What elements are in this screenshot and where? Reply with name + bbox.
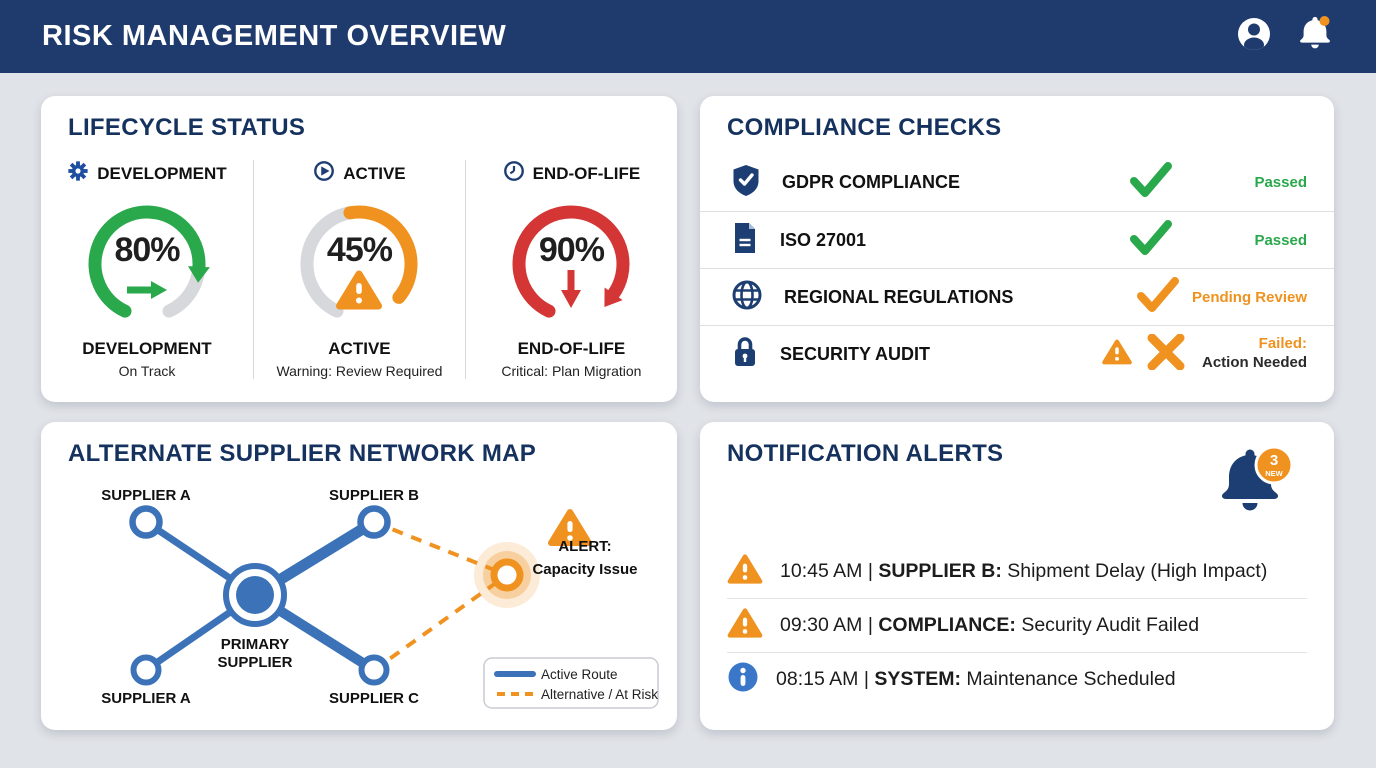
notification-text: 09:30 AM | COMPLIANCE: Security Audit Failed — [780, 614, 1200, 636]
stage-label: ACTIVE — [328, 339, 391, 358]
node-supplier-a-top[interactable] — [133, 509, 160, 536]
status-badge: Passed — [1254, 231, 1307, 249]
supplier-network-map — [41, 422, 677, 730]
notification-row[interactable] — [727, 598, 1307, 652]
user-account-icon[interactable] — [1236, 16, 1272, 57]
compliance-row-regional[interactable] — [700, 268, 1334, 325]
gauge-percent: 80% — [114, 231, 180, 269]
warning-triangle-icon — [1101, 338, 1133, 371]
compliance-row-iso[interactable] — [700, 211, 1334, 268]
lifecycle-status-panel — [41, 96, 677, 402]
stage-name: ACTIVE — [343, 163, 406, 183]
label-supplier-c: SUPPLIER C — [328, 690, 420, 707]
page-title: RISK MANAGEMENT OVERVIEW — [42, 20, 507, 52]
gauge-percent: 45% — [326, 231, 392, 269]
document-icon — [730, 221, 760, 260]
play-circle-icon — [313, 160, 335, 187]
supplier-network-panel — [41, 422, 677, 730]
stage-label: DEVELOPMENT — [82, 339, 212, 358]
app-header — [0, 0, 1376, 73]
compliance-label: SECURITY AUDIT — [780, 343, 931, 364]
lifecycle-title: LIFECYCLE STATUS — [68, 114, 306, 141]
compliance-row-gdpr[interactable] — [700, 154, 1334, 211]
alert-text-line2: Capacity Issue — [532, 561, 638, 578]
warning-triangle-icon — [727, 553, 763, 590]
clock-icon — [503, 160, 525, 187]
status-badge: Passed — [1254, 174, 1307, 191]
check-orange-icon — [1136, 277, 1180, 318]
compliance-row-security[interactable] — [700, 325, 1334, 382]
legend-label-active: Active Route — [541, 667, 618, 682]
legend-label-alternative: Alternative / At Risk — [541, 687, 659, 702]
arrow-right-icon — [127, 281, 167, 299]
svg-text:NEW: NEW — [1265, 469, 1283, 478]
new-count-badge — [1256, 447, 1292, 483]
warning-triangle-icon — [727, 607, 763, 644]
node-supplier-a-bottom[interactable] — [134, 658, 159, 683]
notification-text: 08:15 AM | SYSTEM: Maintenance Scheduled — [776, 668, 1176, 690]
notification-alerts-panel — [700, 422, 1334, 730]
label-supplier-a-top: SUPPLIER A — [101, 487, 191, 504]
network-legend — [484, 658, 658, 708]
stage-note: Critical: Plan Migration — [501, 363, 642, 379]
node-primary-supplier[interactable] — [226, 566, 284, 624]
notifications-bell-icon[interactable] — [1296, 15, 1334, 58]
shield-check-icon — [730, 163, 762, 202]
label-supplier-b: SUPPLIER B — [328, 487, 420, 504]
notification-row[interactable] — [727, 544, 1307, 598]
x-orange-icon — [1147, 334, 1185, 375]
label-supplier-a-bottom: SUPPLIER A — [101, 690, 191, 707]
gauge-active — [284, 191, 434, 337]
node-supplier-b[interactable] — [361, 509, 388, 536]
gauge-percent: 90% — [538, 231, 604, 269]
stage-note: On Track — [118, 363, 176, 379]
node-supplier-c[interactable] — [362, 658, 387, 683]
gauge-development — [72, 191, 222, 337]
notifications-bell-badge-icon[interactable] — [1204, 444, 1296, 539]
info-icon — [727, 661, 759, 698]
status-badge: Failed: Action Needed — [1201, 335, 1307, 371]
warning-triangle-icon — [340, 274, 379, 306]
notification-row[interactable] — [727, 652, 1307, 706]
stage-development — [41, 160, 253, 379]
alert-text-line1: ALERT: — [558, 538, 612, 555]
check-green-icon — [1129, 220, 1173, 261]
svg-text:3: 3 — [1269, 452, 1279, 469]
stage-name: DEVELOPMENT — [97, 163, 227, 183]
arrow-down-icon — [561, 270, 581, 308]
label-primary-line1: PRIMARY — [220, 636, 290, 653]
globe-icon — [730, 278, 764, 317]
label-primary-line2: SUPPLIER — [217, 654, 293, 671]
lock-icon — [730, 335, 760, 374]
stage-end-of-life — [465, 160, 677, 379]
node-capacity-issue[interactable] — [474, 542, 540, 608]
network-title: ALTERNATE SUPPLIER NETWORK MAP — [68, 440, 537, 467]
compliance-checks-panel — [700, 96, 1334, 402]
stage-name: END-OF-LIFE — [532, 163, 641, 183]
gauge-end-of-life — [496, 191, 646, 337]
compliance-label: GDPR COMPLIANCE — [782, 172, 961, 192]
notification-text: 10:45 AM | SUPPLIER B: Shipment Delay (High Impact) — [780, 559, 1268, 582]
compliance-label: REGIONAL REGULATIONS — [784, 286, 1014, 307]
check-green-icon — [1129, 162, 1173, 203]
status-badge: Pending Review — [1191, 288, 1307, 306]
stage-label: END-OF-LIFE — [517, 339, 626, 358]
stage-active — [253, 160, 465, 379]
compliance-title: COMPLIANCE CHECKS — [727, 114, 1002, 141]
gear-icon — [67, 160, 89, 187]
notifications-title: NOTIFICATION ALERTS — [727, 440, 1004, 467]
stage-note: Warning: Review Required — [276, 363, 443, 379]
compliance-label: ISO 27001 — [780, 229, 867, 250]
